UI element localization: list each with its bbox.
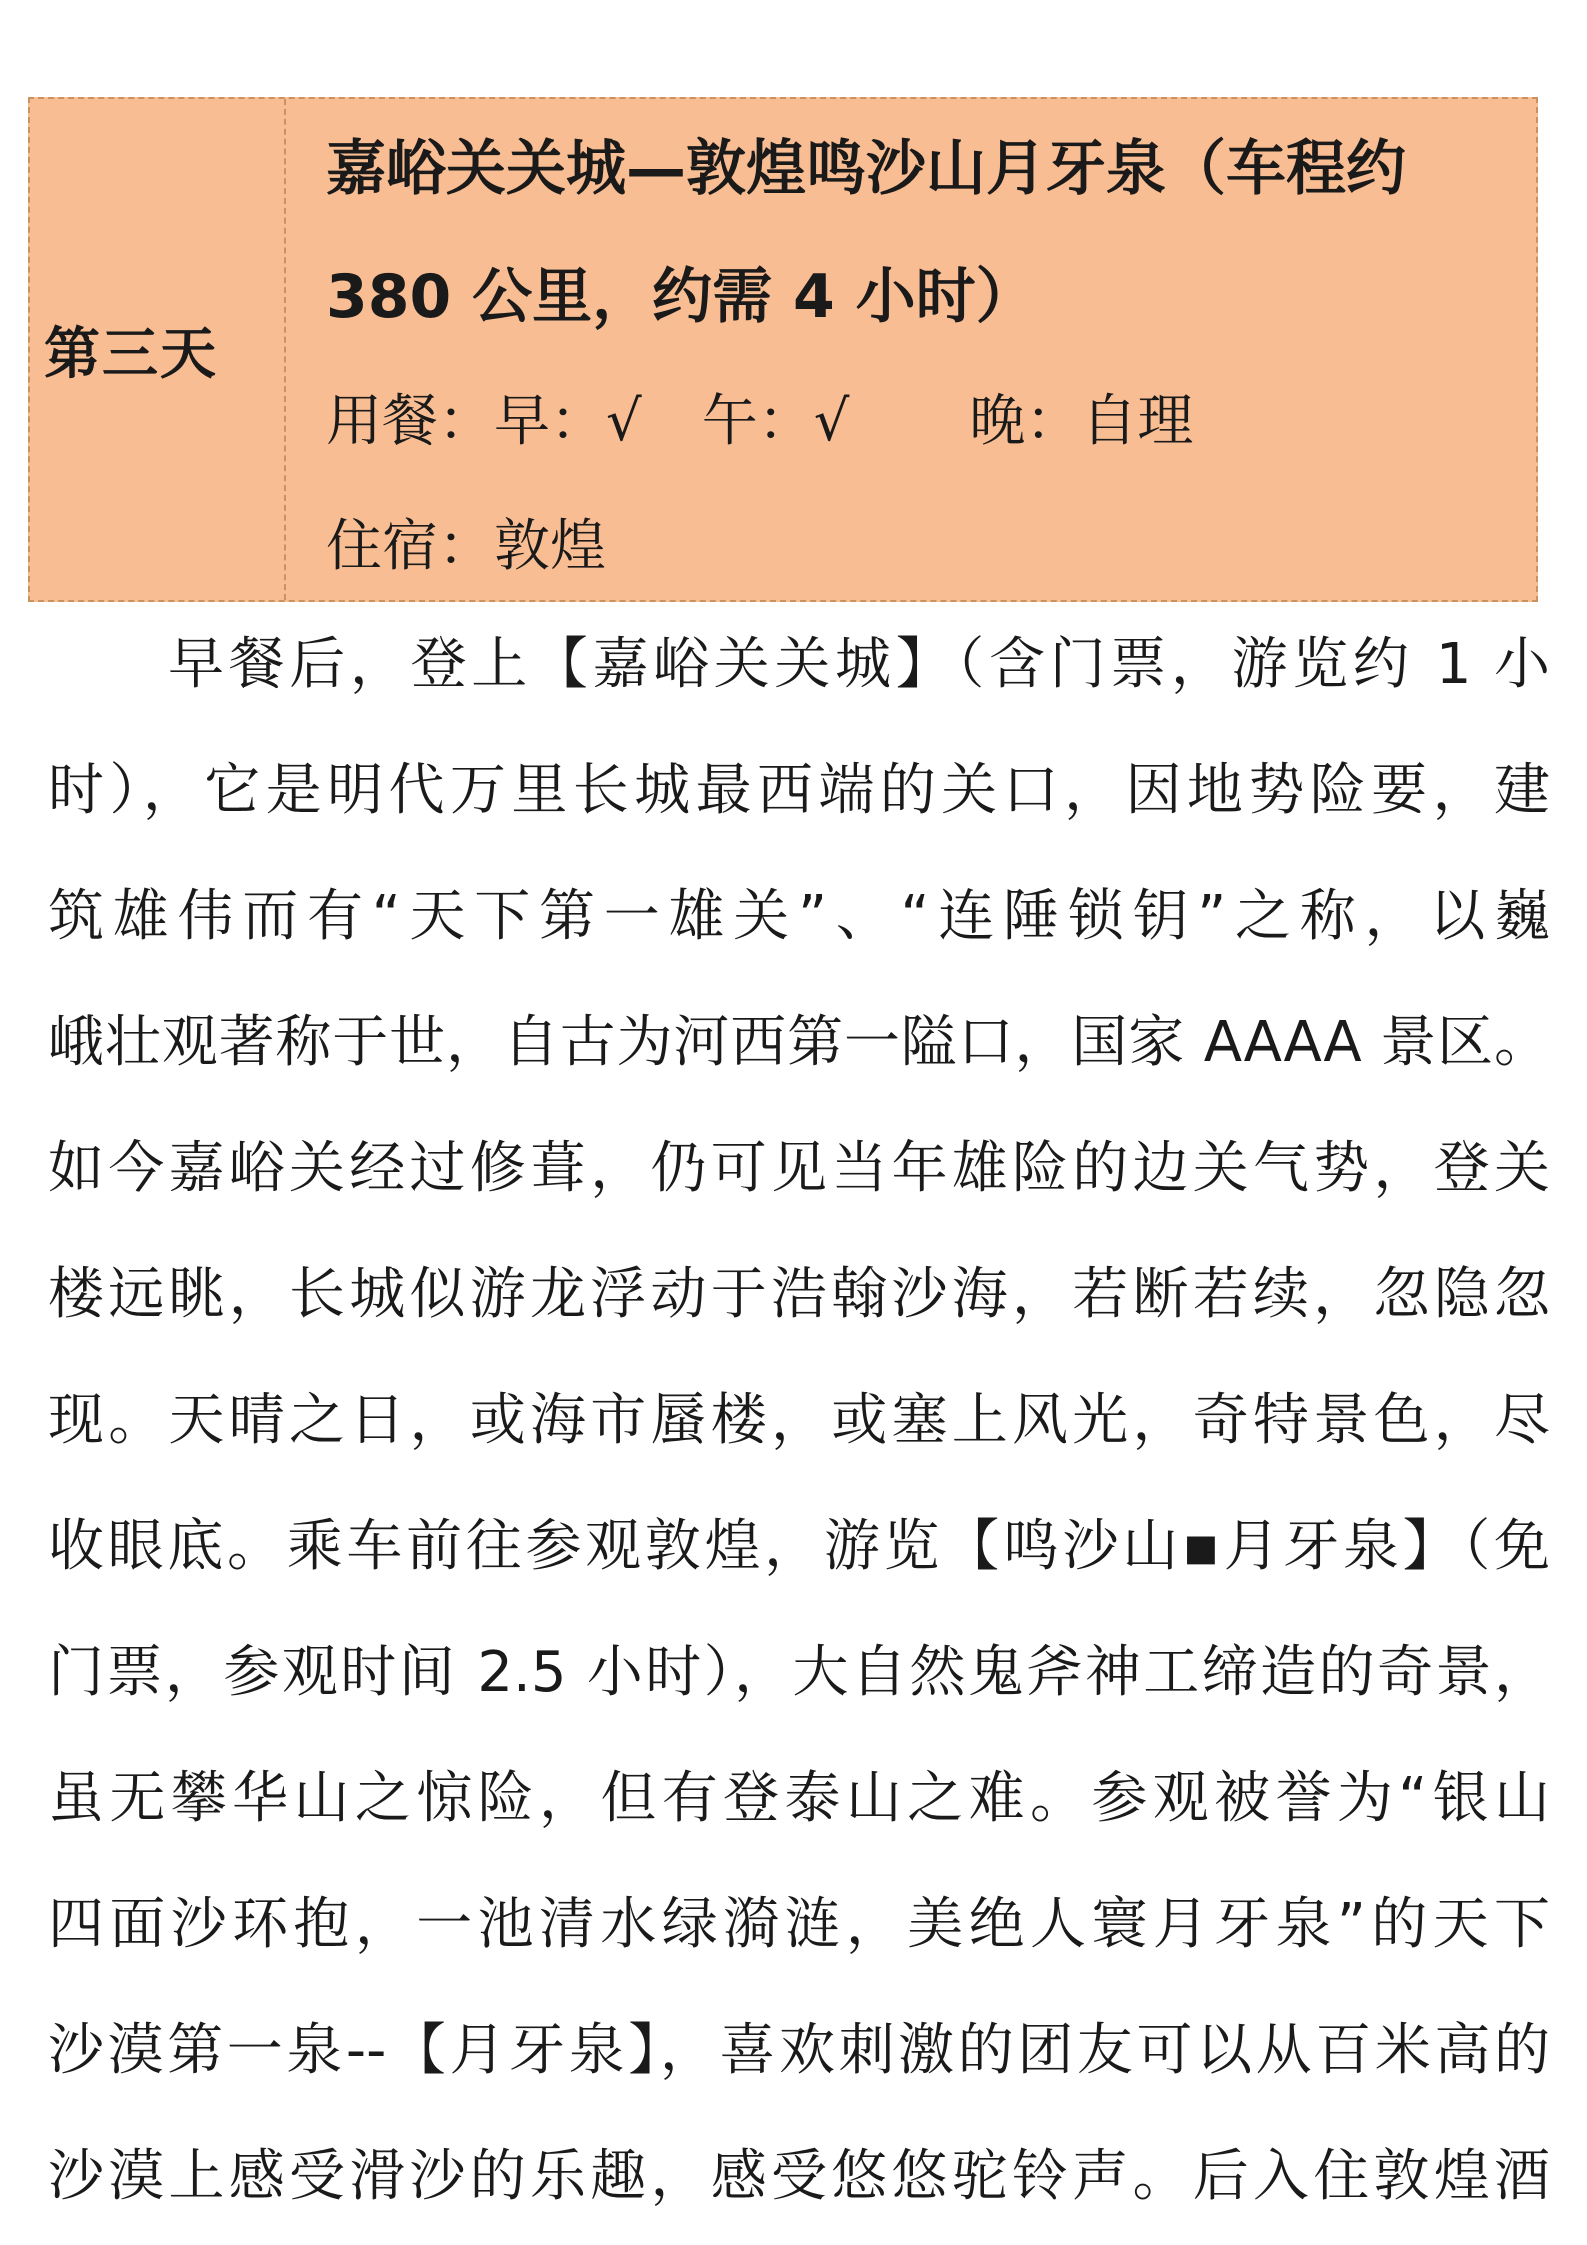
paragraph-line: 沙漠第一泉--【月牙泉】，喜欢刺激的团友可以从百米高的 <box>48 2018 1550 2083</box>
lodging-line: 住宿：敦煌 <box>326 514 606 579</box>
meals-label: 用餐： <box>326 389 494 454</box>
paragraph-line: 沙漠上感受滑沙的乐趣，感受悠悠驼铃声。后入住敦煌酒 <box>48 2144 1550 2209</box>
itinerary-day-header <box>28 97 1538 602</box>
paragraph-line: 四面沙环抱，一池清水绿漪涟，美绝人寰月牙泉”的天下 <box>48 1892 1550 1957</box>
day-cell <box>30 99 286 600</box>
paragraph-line: 峨壮观著称于世，自古为河西第一隘口，国家 AAAA 景区。 <box>48 1010 1550 1075</box>
route-title-line-2: 380 公里，约需 4 小时） <box>326 262 1036 332</box>
day-label: 第三天 <box>44 321 218 387</box>
meals-line <box>326 377 1193 457</box>
paragraph-line: 时），它是明代万里长城最西端的关口，因地势险要，建 <box>48 758 1550 823</box>
paragraph-line: 门票，参观时间 2.5 小时），大自然鬼斧神工缔造的奇景， <box>48 1640 1550 1705</box>
paragraph-line: 收眼底。乘车前往参观敦煌，游览【鸣沙山▪月牙泉】（免 <box>48 1514 1550 1579</box>
paragraph-line: 早餐后，登上【嘉峪关关城】（含门票，游览约 1 小 <box>168 632 1550 697</box>
route-title-line-1: 嘉峪关关城—敦煌鸣沙山月牙泉（车程约 <box>326 134 1406 204</box>
paragraph-line: 如今嘉峪关经过修葺，仍可见当年雄险的边关气势，登关 <box>48 1136 1550 1201</box>
paragraph-line: 现。天晴之日，或海市蜃楼，或塞上风光，奇特景色，尽 <box>48 1388 1550 1453</box>
route-info-cell <box>286 99 1536 600</box>
meal-lunch: 午：√ <box>701 389 850 454</box>
paragraph-line: 虽无攀华山之惊险，但有登泰山之难。参观被誉为“银山 <box>48 1766 1550 1831</box>
meal-dinner: 晚：自理 <box>969 389 1194 454</box>
paragraph-line: 楼远眺，长城似游龙浮动于浩翰沙海，若断若续，忽隐忽 <box>48 1262 1550 1327</box>
meal-breakfast: 早：√ <box>494 389 642 454</box>
paragraph-line: 筑雄伟而有“天下第一雄关”、“连陲锁钥”之称，以巍 <box>48 884 1550 949</box>
